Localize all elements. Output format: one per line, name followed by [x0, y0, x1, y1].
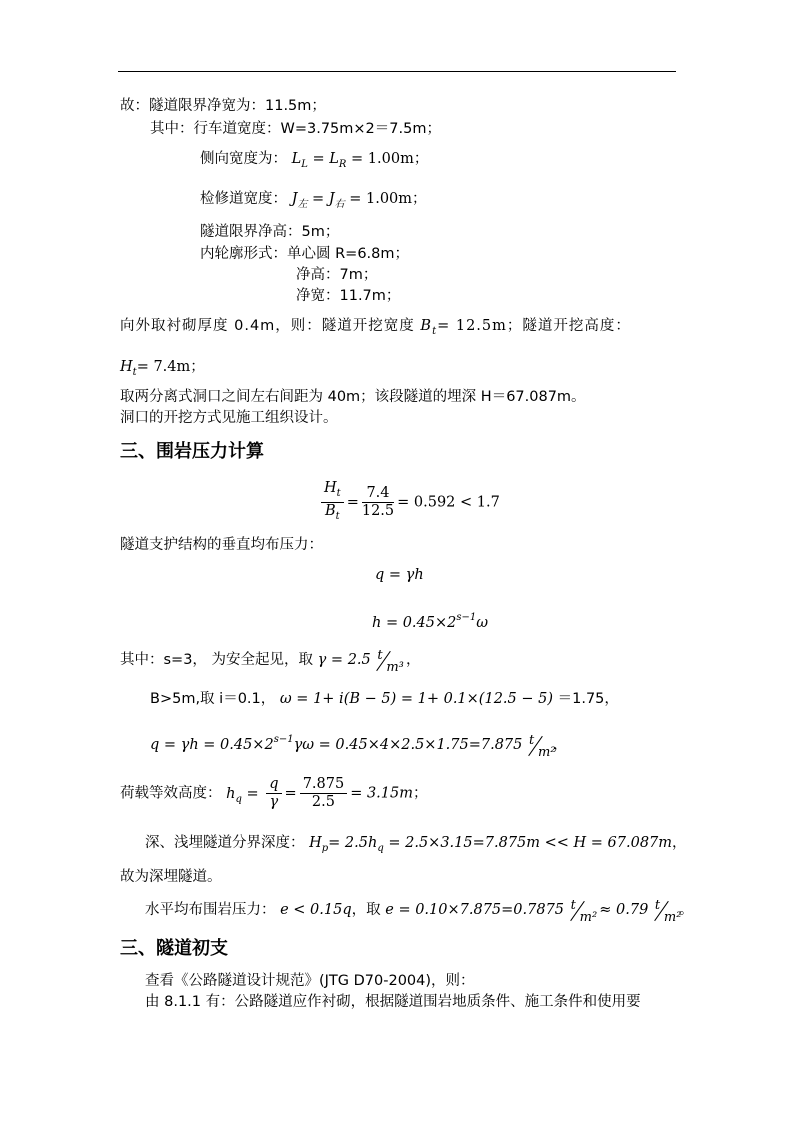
formula: ω	[476, 615, 489, 631]
section-heading: 三、围岩压力计算	[120, 441, 264, 462]
text-line	[150, 731, 568, 758]
punct: ，	[405, 652, 421, 668]
equation-ratio: $\frac{H_t}{B_t}$ = $\frac{7.4}{12.5}$ = 0.592 < 1.7	[318, 480, 500, 525]
denominator: 2.5	[311, 794, 335, 810]
punct: ；	[190, 359, 205, 375]
unit-t-per-m2: t m²	[570, 898, 598, 925]
text-line: 净高：7m；	[296, 267, 378, 283]
formula: γω = 0.45×4×2.5×1.75=7.875	[293, 737, 523, 753]
numerator: 7.875	[300, 776, 348, 794]
punct: 。	[678, 902, 694, 918]
label: 深、浅埋隧道分界深度：	[145, 835, 305, 851]
text-line: 洞口的开挖方式见施工组织设计。	[120, 410, 338, 426]
label: 水平均布围岩压力：	[145, 902, 276, 918]
fraction	[362, 485, 394, 520]
punct: ；	[412, 191, 427, 207]
text-line	[200, 190, 427, 214]
label: 检修道宽度：	[200, 191, 287, 207]
text-line	[145, 897, 693, 923]
fraction	[300, 776, 348, 811]
formula: = 0.592 < 1.7	[397, 494, 500, 511]
formula: = 1.00m	[351, 151, 414, 167]
formula: q = γh = 0.45×2	[150, 737, 274, 753]
formula: h = 0.45×2	[372, 615, 457, 631]
denominator: 12.5	[361, 503, 395, 519]
formula: = 2.5×3.15=7.875m << H = 67.087m	[388, 835, 673, 851]
text-line: 查看《公路隧道设计规范》(JTG D70-2004)，则：	[145, 973, 475, 989]
formula: ω = 1+ i(B − 5) = 1+ 0.1×(12.5 − 5)	[279, 691, 554, 707]
text-line: 隧道限界净高：5m；	[200, 224, 340, 240]
formula: = 1.00m	[349, 191, 413, 207]
equation-h	[372, 609, 488, 632]
text-line	[120, 358, 205, 382]
formula: $h_q$ =	[226, 785, 259, 805]
text-line	[200, 150, 428, 174]
punct: ；	[413, 785, 428, 802]
exponent: s−1	[273, 734, 294, 745]
formula: = 2.5h	[328, 835, 378, 851]
unit-t-per-m2: t m²	[529, 733, 556, 760]
text-line: 其中：行车道宽度：W=3.75m×2＝7.5m；	[150, 121, 441, 137]
denominator: γ	[269, 794, 279, 810]
text: ＝1.75，	[557, 691, 619, 707]
text-line: 隧道支护结构的垂直均布压力：	[120, 537, 323, 553]
text-line: 由 8.1.1 有：公路隧道应作衬砌，根据隧道围岩地质条件、施工条件和使用要	[145, 994, 641, 1010]
fraction: $\frac{H_t}{B_t}$	[321, 480, 344, 525]
punct: ，	[672, 835, 687, 851]
text-line: 荷载等效高度： $h_q$ = $\frac{q}{\gamma}$ = $\frac{7.875}{2.5}$ = 3.15m；	[120, 776, 428, 810]
text-line: 深、浅埋隧道分界深度： $H_p= 2.5h_q = 2.5\times 3.15=7.875m << H = 67.087m$，	[145, 835, 687, 854]
punct: ，	[553, 737, 568, 753]
fraction	[266, 776, 281, 811]
header-rule	[118, 71, 676, 72]
formula: $B_t$	[420, 318, 438, 337]
text-line	[120, 317, 631, 341]
text-line	[120, 647, 420, 673]
formula: γ = 2.5	[317, 652, 371, 668]
text: ；隧道开挖高度：	[506, 318, 631, 334]
formula: $J_左 = J_右$	[291, 191, 345, 210]
formula: $H_p$	[309, 835, 329, 854]
text: 向外取衬砌厚度 0.4m，则：隧道开挖宽度	[120, 318, 415, 334]
exponent: s−1	[456, 612, 477, 623]
equation-q: q = γh	[375, 567, 424, 583]
formula: = 7.4m	[136, 359, 191, 375]
label: 侧向宽度为：	[200, 151, 287, 167]
formula: $L_L = L_R$	[291, 151, 347, 170]
formula: $H_t$	[120, 359, 137, 378]
unit-t-per-m3: t m³	[377, 648, 404, 675]
section-heading: 三、隧道初支	[120, 938, 228, 959]
text: B>5m,取 i＝0.1，	[150, 691, 276, 707]
text-line: 取两分离式洞口之间左右间距为 40m；该段隧道的埋深 H＝67.087m。	[120, 389, 586, 405]
formula: e < 0.15q	[280, 902, 352, 918]
numerator: 7.4	[362, 485, 394, 503]
formula: = 12.5m	[437, 318, 507, 334]
text: 其中：s=3， 为安全起见，取	[120, 652, 314, 668]
text-line	[150, 690, 619, 708]
formula: ≈ 0.79	[599, 902, 649, 918]
formula: e = 0.10×7.875=0.7875	[385, 902, 565, 918]
text-line: 故为深埋隧道。	[120, 869, 222, 885]
formula: = 3.15m	[350, 785, 413, 802]
text-line: 内轮廓形式：单心圆 R=6.8m；	[200, 246, 410, 262]
text-line: 故：隧道限界净宽为：11.5m；	[120, 98, 326, 114]
numerator: q	[266, 776, 281, 794]
text: ，取	[351, 902, 381, 918]
label: 荷载等效高度：	[120, 785, 222, 802]
unit-t-per-m2: t m²	[654, 898, 682, 925]
punct: ；	[413, 151, 429, 167]
text-line: 净宽：11.7m；	[296, 288, 401, 304]
